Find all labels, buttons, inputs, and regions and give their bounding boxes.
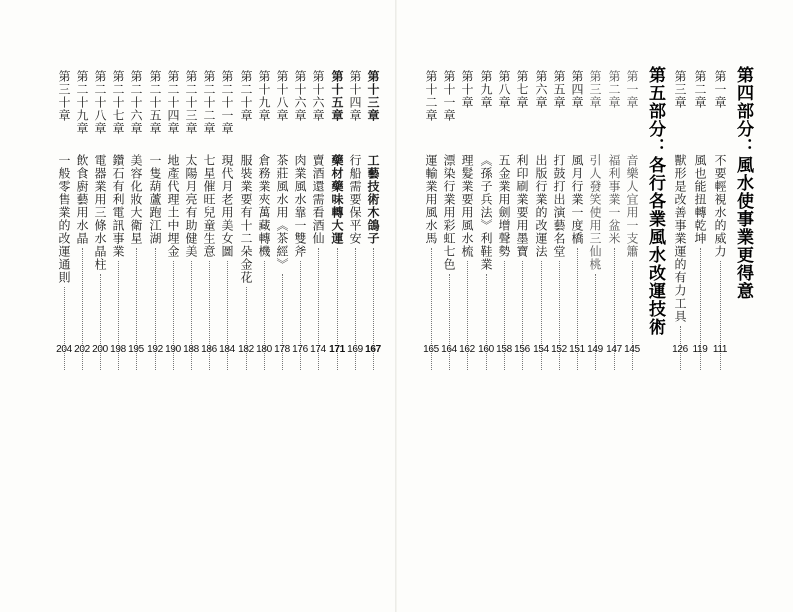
chapter-label: 第六章: [534, 70, 548, 109]
chapter-title: 一般零售業的改運通則: [57, 154, 71, 284]
chapter-label: 第二十章: [239, 70, 253, 122]
toc-entry[interactable]: [200, 70, 218, 370]
chapter-title: 肉業風水靠一雙斧: [293, 154, 307, 258]
dot-leader: [100, 274, 101, 370]
page-number: 174: [310, 344, 326, 355]
page-number: 184: [219, 344, 235, 355]
chapter-title: 音樂人宜用一支簫: [625, 154, 639, 258]
page-number: 145: [624, 344, 640, 355]
page-number: 176: [292, 344, 308, 355]
toc-entry[interactable]: [218, 70, 236, 370]
chapter-label: 第二章: [607, 70, 621, 109]
chapter-label: 第四章: [570, 70, 584, 109]
chapter-title: 獸形是改善事業運的有力工具: [673, 154, 687, 323]
left-page: [0, 0, 396, 612]
page-number: 171: [329, 344, 345, 355]
page-number: 151: [569, 344, 585, 355]
page-number: 200: [92, 344, 108, 355]
toc-entry[interactable]: [532, 70, 550, 370]
chapter-label: 第二十八章: [93, 70, 107, 135]
chapter-label: 第一章: [625, 70, 639, 109]
page-number: 154: [533, 344, 549, 355]
chapter-label: 第二十五章: [148, 70, 162, 135]
chapter-label: 第三十章: [57, 70, 71, 122]
page-number: 198: [110, 344, 126, 355]
toc-entry[interactable]: [605, 70, 623, 370]
toc-entry[interactable]: [127, 70, 145, 370]
page-number: 180: [256, 344, 272, 355]
chapter-title: 運輸業用風水馬: [424, 154, 438, 245]
toc-entry[interactable]: [237, 70, 255, 370]
toc-entry[interactable]: [328, 70, 346, 370]
chapter-title: 七星催旺兒童生意: [202, 154, 216, 258]
page-number: 149: [587, 344, 603, 355]
page-number: 186: [201, 344, 217, 355]
toc-entry[interactable]: [73, 70, 91, 370]
chapter-title: 出版行業的改運法: [534, 154, 548, 258]
chapter-label: 第二十二章: [202, 70, 216, 135]
chapter-label: 第五章: [552, 70, 566, 109]
chapter-label: 第十六章: [293, 70, 307, 122]
toc-entry[interactable]: [586, 70, 604, 370]
page-number: 160: [478, 344, 494, 355]
chapter-label: 第十二章: [424, 70, 438, 122]
toc-entry[interactable]: [109, 70, 127, 370]
chapter-title: 地產代理土中埋金: [166, 154, 180, 258]
chapter-title: 不要輕視水的威力: [713, 154, 727, 258]
chapter-title: 倉務業夾萬藏轉機: [257, 154, 271, 258]
toc-entry[interactable]: [91, 70, 109, 370]
chapter-title: 引人發笑使用三仙桃: [588, 154, 602, 271]
page-number: 182: [238, 344, 254, 355]
chapter-title: 風也能扭轉乾坤: [693, 154, 707, 245]
toc-entry[interactable]: [623, 70, 641, 370]
toc-entry[interactable]: [691, 70, 709, 370]
toc-entry[interactable]: [495, 70, 513, 370]
toc-entry[interactable]: [182, 70, 200, 370]
page-number: 147: [606, 344, 622, 355]
chapter-label: 第二十六章: [129, 70, 143, 135]
toc-entry[interactable]: [422, 70, 440, 370]
toc-entry[interactable]: [255, 70, 273, 370]
page-number: 167: [365, 344, 381, 355]
toc-entry[interactable]: [458, 70, 476, 370]
toc-entry[interactable]: [309, 70, 327, 370]
toc-entry[interactable]: [55, 70, 73, 370]
chapter-label: 第二十一章: [220, 70, 234, 135]
chapter-title: 藥材藥味轉大運: [330, 154, 344, 245]
page-number: 164: [441, 344, 457, 355]
chapter-title: 《孫子兵法》利鞋業: [479, 154, 493, 271]
chapter-title: 電器業用三條水晶柱: [93, 154, 107, 271]
page-number: 158: [496, 344, 512, 355]
toc-entry[interactable]: [364, 70, 382, 370]
toc-entry[interactable]: [346, 70, 364, 370]
chapter-label: 第三章: [588, 70, 602, 109]
dot-leader: [282, 274, 283, 370]
chapter-label: 第十章: [460, 70, 474, 109]
dot-leader: [246, 287, 247, 370]
chapter-label: 第十一章: [442, 70, 456, 122]
chapter-label: 第十五章: [330, 70, 344, 122]
chapter-title: 利印刷業要用墨寶: [515, 154, 529, 258]
chapter-title: 風月行業一度橋: [570, 154, 584, 245]
chapter-label: 第十八章: [275, 70, 289, 122]
part-four-heading: 第四部分：風水使事業更得意: [733, 66, 753, 300]
toc-entry[interactable]: [513, 70, 531, 370]
chapter-label: 第十三章: [366, 70, 380, 122]
toc-entry[interactable]: [477, 70, 495, 370]
chapter-label: 第二十四章: [166, 70, 180, 135]
page-number: 162: [459, 344, 475, 355]
page-number: 169: [347, 344, 363, 355]
chapter-title: 服裝業要有十二朵金花: [239, 154, 253, 284]
page-number: 188: [183, 344, 199, 355]
page-number: 202: [74, 344, 90, 355]
chapter-title: 工藝技術木鴿子: [366, 154, 380, 245]
chapter-label: 第二十三章: [184, 70, 198, 135]
chapter-title: 福利事業一盆米: [607, 154, 621, 245]
part-five-heading: 第五部分：各行各業風水改運技術: [645, 66, 665, 336]
chapter-label: 第十九章: [257, 70, 271, 122]
chapter-label: 第九章: [479, 70, 493, 109]
page-number: 152: [551, 344, 567, 355]
chapter-title: 太陽月亮有助健美: [184, 154, 198, 258]
dot-leader: [64, 287, 65, 370]
toc-entry[interactable]: [164, 70, 182, 370]
page-number: 190: [165, 344, 181, 355]
dot-leader: [486, 274, 487, 370]
chapter-title: 美容化妝大衛星: [129, 154, 143, 245]
chapter-label: 第二十九章: [75, 70, 89, 135]
chapter-title: 打鼓打出演藝名堂: [552, 154, 566, 258]
chapter-label: 第十四章: [348, 70, 362, 122]
chapter-label: 第十六章: [311, 70, 325, 122]
chapter-title: 理髮業要用風水梳: [460, 154, 474, 258]
dot-leader: [595, 274, 596, 370]
chapter-title: 行船需要保平安: [348, 154, 362, 245]
toc-entry[interactable]: [671, 70, 689, 370]
page-number: 165: [423, 344, 439, 355]
toc-entry[interactable]: [568, 70, 586, 370]
page-number: 111: [712, 344, 728, 355]
toc-entry[interactable]: [146, 70, 164, 370]
chapter-title: 茶莊風水用《茶經》: [275, 154, 289, 271]
toc-entry[interactable]: [440, 70, 458, 370]
chapter-label: 第八章: [497, 70, 511, 109]
toc-entry[interactable]: [711, 70, 729, 370]
toc-entry[interactable]: [291, 70, 309, 370]
chapter-label: 第一章: [713, 70, 727, 109]
toc-entry[interactable]: [273, 70, 291, 370]
chapter-title: 飲食廚藝用水晶: [75, 154, 89, 245]
page-number: 156: [514, 344, 530, 355]
chapter-label: 第七章: [515, 70, 529, 109]
chapter-title: 賣酒還需看酒仙: [311, 154, 325, 245]
page-number: 192: [147, 344, 163, 355]
chapter-title: 現代月老用美女圖: [220, 154, 234, 258]
chapter-label: 第二十七章: [111, 70, 125, 135]
page-number: 204: [56, 344, 72, 355]
dot-leader: [449, 274, 450, 370]
chapter-title: 五金業用劍增聲勢: [497, 154, 511, 258]
page-number: 195: [128, 344, 144, 355]
chapter-title: 鑽石有利電訊事業: [111, 154, 125, 258]
page-number: 126: [672, 344, 688, 355]
chapter-title: 漂染行業用彩虹七色: [442, 154, 456, 271]
chapter-title: 一隻葫蘆跑江湖: [148, 154, 162, 245]
toc-entry[interactable]: [550, 70, 568, 370]
chapter-label: 第三章: [673, 70, 687, 109]
chapter-label: 第二章: [693, 70, 707, 109]
page-number: 119: [692, 344, 708, 355]
right-page: [396, 0, 793, 612]
page-number: 178: [274, 344, 290, 355]
